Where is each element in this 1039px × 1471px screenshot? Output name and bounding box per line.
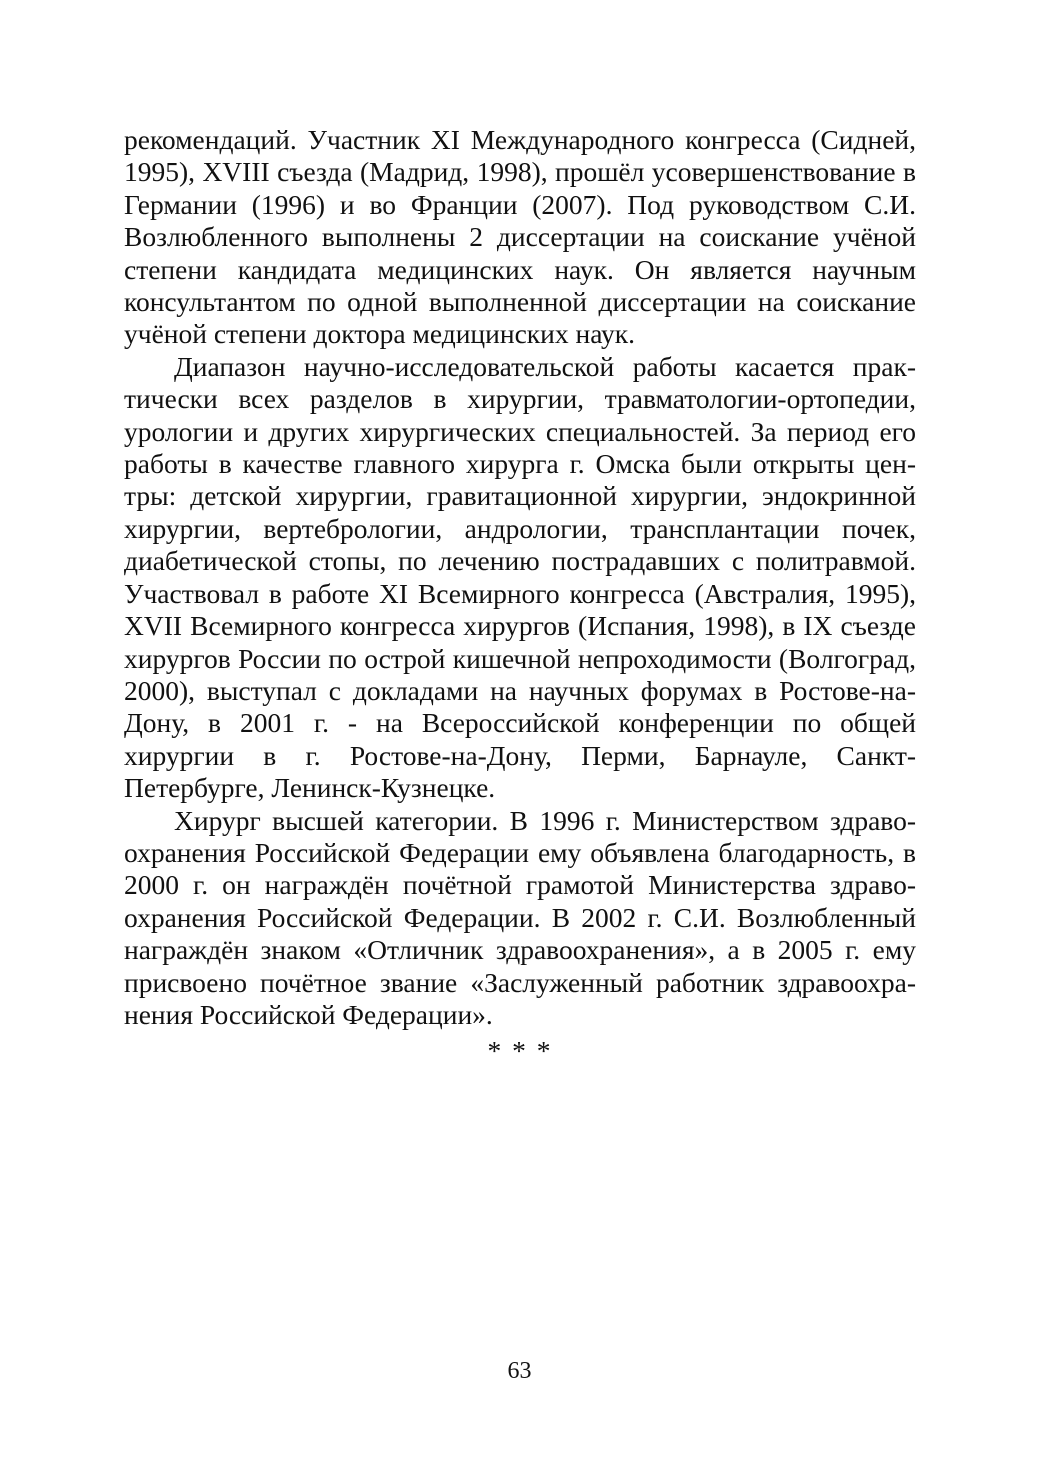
paragraph-awards: Хирург высшей категории. В 1996 г. Министерством здравоохранения Российской Федерации ему объявлена благодарность, в 2000 г. он награждён почётной грамотой Министерства здравоохранения Российской Федерации. В 2002 г. С.И. Возлюбленный награждён знаком «Отличник здравоохранения», а в 2005 г. ему присвоено почётное звание «Заслуженный работник здравоохранения Российской Федерации».	[124, 804, 916, 1030]
paragraph-research-scope: Диапазон научно-исследовательской работы касается практически всех разделов в хирургии, травматологии-ортопедии, урологии и других хирургических специальностей. За период его работы в качестве главного хирурга г. Омска были открыты центры: детской хирургии, гравитационной хирургии, эндокринной хирургии, вертебрологии, андрологии, трансплантации почек, диабетической стопы, по лечению пострадавших с политравмой. Участвовал в работе XI Всемирного конгресса (Австралия, 1995), XVII Всемирного конгресса хирургов (Испания, 1998), в IX съезде хирургов России по острой кишечной непроходимости (Волгоград, 2000), выступал с докладами на научных форумах в Ростове-на-Дону, в 2001 г. - на Всероссийской конференции по общей хирургии в г. Ростове-на-Дону, Перми, Барнауле, Санкт-Петербурге, Ленинск-Кузнецке.	[124, 350, 916, 804]
page-body	[124, 124, 916, 1068]
section-separator: * * *	[487, 1035, 553, 1067]
paragraph-continuation: рекомендаций. Участник XI Международного конгресса (Сидней, 1995), XVIII съезда (Мадрид, 1998), прошёл усовершенствование в Германии (1996) и во Франции (2007). Под руководством С.И. Возлюбленного выполнены 2 диссертации на соискание учёной степени кандидата медицинских наук. Он является научным консультантом по одной выполненной диссертации на соискание учёной степени доктора медицинских наук.	[124, 124, 916, 350]
page-number: 63	[507, 1358, 532, 1384]
